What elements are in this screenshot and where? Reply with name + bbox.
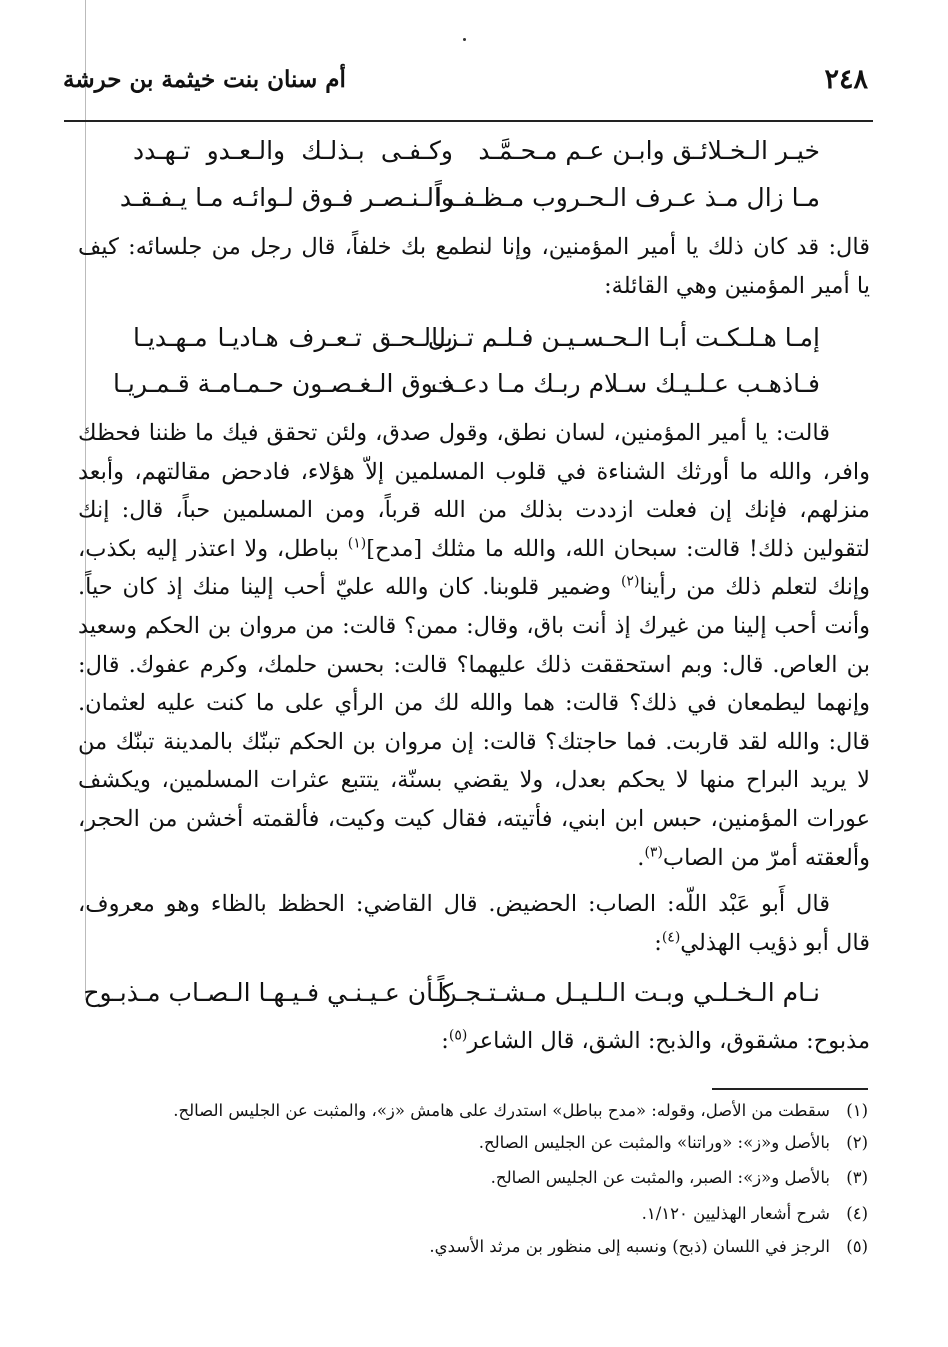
footnote-ref[interactable]: (٥) [448, 1027, 468, 1044]
verse-line [0, 183, 948, 223]
footnote-separator [712, 1088, 868, 1090]
prose-block [78, 1022, 870, 1061]
verse-second-hemistich: كـأن عـيـنـي فـيـهـا الـصـاب مـذبـوح [83, 978, 453, 1007]
paragraph-text: بباطل، ولا اعتذر إليه بكذب، وإنك لتعلم ذلك من رأينا [78, 535, 870, 601]
footnote-text: سقطت من الأصل، وقوله: «مدح بباطل» استدرك على هامش «ز»، والمثبت عن الجليس الصالح. [173, 1101, 830, 1120]
footnote-text: شرح أشعار الهذليين ١/١٢٠. [641, 1204, 830, 1223]
paragraph-text: وضمير قلوبنا. كان والله عليّ أحب إلينا منك إذ كان حياً. وأنت أحب إلينا من غيرك إذ أنت باق، وقال: ممن؟ قالت: من مروان بن الحكم وسعيد بن العاص. قال: وبم استحققت ذلك عليهما؟ قالت: بحسن حلمك، وكرم عفوك. قال: وإنهما ليطمعان في ذلك؟ قالت: هما والله لك من الرأي على ما كنت عليه لعثمان. قال: والله لقد قاربت. فما حاجتك؟ قالت: إن مروان بن الحكم تبنّك بالمدينة تبنّك من لا يريد البراح منها لا يحكم بعدل، ولا يقضي بسنّة، يتتبع عثرات المسلمين، ويكشف عورات المؤمنين، حبس ابن ابني، فأتيته، فقال كيت وكيت، فألقمته أخشن من الحجر، وألعقته أمرّ من الصاب [78, 574, 870, 871]
footnote [80, 1168, 868, 1187]
running-title: أم سنان بنت خيثمة بن حرشة [63, 66, 346, 93]
verse-first-hemistich: مـا زال مـذ عـرف الـحـروب مـظـفـراً [434, 183, 820, 212]
paragraph-text: مذبوح: مشقوق، والذبح: الشق، قال الشاعر [467, 1028, 870, 1054]
paragraph-text: قال أَبو عَبْد اللّه: الصاب: الحضيض. قال القاضي: الحظظ بالظاء وهو معروف، قال أبو ذؤيب الهذلي [78, 891, 870, 956]
footnote-text: بالأصل و«ز»: «وراتنا» والمثبت عن الجليس الصالح. [478, 1133, 830, 1152]
verse-line [0, 323, 948, 363]
footnote [80, 1133, 868, 1152]
footnote-text: الرجز في اللسان (ذبح) ونسبه إلى منظور بن مرثد الأسدي. [429, 1237, 830, 1256]
footnote-number: (٤) [846, 1204, 868, 1223]
paragraph-text: . [637, 844, 645, 871]
footnote-text: بالأصل و«ز»: الصبر، والمثبت عن الجليس الصالح. [490, 1168, 830, 1187]
verse-second-hemistich: وكـفـى بـذلـك والـعـدو تـهـدد [133, 136, 453, 165]
footnote-number: (٢) [846, 1133, 868, 1152]
verse-second-hemistich: فـوق الـغـصـون حـمـامـة قـمـريـا [112, 369, 453, 398]
footnote [80, 1204, 868, 1223]
verse-first-hemistich: فـاذهـب عـلـيـك سـلام ربـك مـا دعـت [431, 369, 820, 398]
verse-first-hemistich: إمـا هـلـكـت أبـا الـحـسـيـن فـلـم تـزل [427, 323, 820, 352]
footnote-ref[interactable]: (٢) [620, 573, 640, 590]
verse-line [0, 978, 948, 1018]
footnote [80, 1101, 868, 1120]
verse-second-hemistich: والـنـصـر فـوق لـوائـه مـا يـفـقـد [119, 183, 453, 212]
page-number: ٢٤٨ [824, 64, 868, 95]
footnote [80, 1237, 868, 1256]
paragraph [78, 1022, 870, 1061]
verse-first-hemistich: خيـر الـخـلائـق وابـن عـم مـحـمَّـد [478, 136, 820, 165]
footnote-ref[interactable]: (٤) [661, 929, 681, 946]
footnote-ref[interactable]: (١) [347, 535, 367, 552]
header-rule [64, 120, 873, 122]
paragraph [78, 885, 870, 962]
verse-first-hemistich: نـام الـخـلـي وبـت الـلـيـل مـشـتـجـراً [437, 978, 820, 1007]
verse-second-hemistich: بـالـحـق تـعـرف هـاديـا مـهـديـا [133, 323, 453, 352]
verse-line [0, 136, 948, 176]
footnote-number: (١) [846, 1101, 868, 1120]
footnote-ref[interactable]: (٣) [644, 844, 663, 861]
scan-speck [463, 38, 466, 41]
paragraph [78, 414, 870, 877]
paragraph-text: قالت: يا أمير المؤمنين، لسان نطق، وقول صدق، ولئن تحقق فيك ما ظننا فحظك وافر، والله ما أورثك الشناءة في قلوب المسلمين إلاّ هؤلاء، فادحض مقالتهم، وأبعد منزلهم، فإنك إن فعلت ازددت بذلك من الله قرباً، ومن المسلمين حباً، قال: إنك لتقولين ذلك! قالت: سبحان الله، والله ما مثلك [مدح] [78, 420, 871, 562]
paragraph-text: : [654, 929, 662, 956]
prose-block [78, 228, 870, 305]
footnote-number: (٣) [846, 1168, 868, 1187]
verse-line [0, 369, 948, 409]
footnote-number: (٥) [846, 1237, 868, 1256]
prose-line: يا أمير المؤمنين وهي القائلة: [604, 272, 870, 299]
prose-block [78, 414, 870, 962]
paragraph-text: : [441, 1028, 449, 1054]
prose-line: قال: قد كان ذلك يا أمير المؤمنين، وإنا لنطمع بك خلفاً، قال رجل من جلسائه: كيف [78, 234, 870, 260]
